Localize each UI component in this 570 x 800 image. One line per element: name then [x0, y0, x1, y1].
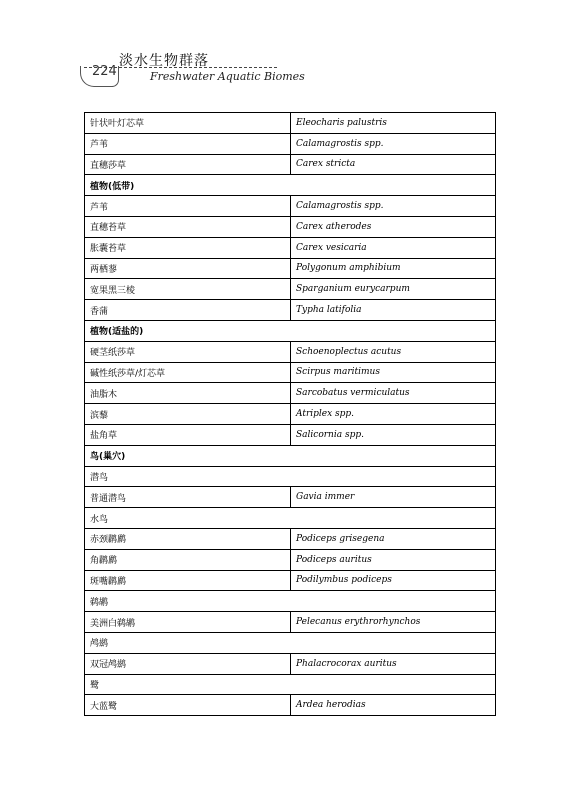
table-row [85, 487, 496, 508]
table-row [85, 300, 496, 321]
table-row [85, 612, 496, 633]
table-row [85, 383, 496, 404]
group-label: 水鸟 [85, 508, 496, 529]
scientific-name-cell: Phalacrocorax auritus [291, 653, 496, 674]
common-name-cell: 赤颈䴙䴘 [85, 528, 291, 549]
common-name-cell: 两栖蓼 [85, 258, 291, 279]
species-table-body [85, 113, 496, 716]
section-label: 植物(适盐的) [85, 320, 496, 341]
group-header-row [85, 591, 496, 612]
species-table [84, 112, 496, 716]
table-row [85, 133, 496, 154]
group-header-row [85, 508, 496, 529]
group-header-row [85, 674, 496, 695]
chapter-title-english: Freshwater Aquatic Biomes [150, 70, 305, 83]
group-header-row [85, 632, 496, 653]
table-row [85, 341, 496, 362]
section-header-row [85, 320, 496, 341]
common-name-cell: 宽果黑三棱 [85, 279, 291, 300]
common-name-cell: 硬茎纸莎草 [85, 341, 291, 362]
group-label: 潜鸟 [85, 466, 496, 487]
common-name-cell: 滨藜 [85, 404, 291, 425]
section-label: 鸟(巢穴) [85, 445, 496, 466]
scientific-name-cell: Sparganium eurycarpum [291, 279, 496, 300]
table-row [85, 258, 496, 279]
group-label: 鹈鹕 [85, 591, 496, 612]
common-name-cell: 胀囊苔草 [85, 237, 291, 258]
scientific-name-cell: Scirpus maritimus [291, 362, 496, 383]
section-label: 植物(低带) [85, 175, 496, 196]
scientific-name-cell: Schoenoplectus acutus [291, 341, 496, 362]
common-name-cell: 碱性纸莎草/灯芯草 [85, 362, 291, 383]
table-row [85, 528, 496, 549]
common-name-cell: 角䴙䴘 [85, 549, 291, 570]
scientific-name-cell: Carex stricta [291, 154, 496, 175]
common-name-cell: 美洲白鹈鹕 [85, 612, 291, 633]
table-row [85, 196, 496, 217]
scientific-name-cell: Sarcobatus vermiculatus [291, 383, 496, 404]
group-label: 鸬鹚 [85, 632, 496, 653]
section-header-row [85, 445, 496, 466]
scientific-name-cell: Calamagrostis spp. [291, 133, 496, 154]
common-name-cell: 芦苇 [85, 133, 291, 154]
table-row [85, 549, 496, 570]
table-row [85, 404, 496, 425]
table-row [85, 424, 496, 445]
chapter-title-chinese: 淡水生物群落 [119, 53, 209, 69]
common-name-cell: 针状叶灯芯草 [85, 113, 291, 134]
common-name-cell: 油脂木 [85, 383, 291, 404]
scientific-name-cell: Calamagrostis spp. [291, 196, 496, 217]
common-name-cell: 芦苇 [85, 196, 291, 217]
scientific-name-cell: Polygonum amphibium [291, 258, 496, 279]
table-row [85, 113, 496, 134]
table-row [85, 279, 496, 300]
section-header-row [85, 175, 496, 196]
table-row [85, 362, 496, 383]
table-row [85, 653, 496, 674]
table-row [85, 695, 496, 716]
scientific-name-cell: Atriplex spp. [291, 404, 496, 425]
common-name-cell: 普通潜鸟 [85, 487, 291, 508]
common-name-cell: 双冠鸬鹚 [85, 653, 291, 674]
table-row [85, 237, 496, 258]
page-number: 224 [92, 64, 117, 79]
common-name-cell: 直穗莎草 [85, 154, 291, 175]
scientific-name-cell: Podiceps auritus [291, 549, 496, 570]
group-label: 鹭 [85, 674, 496, 695]
scientific-name-cell: Carex vesicaria [291, 237, 496, 258]
scientific-name-cell: Podilymbus podiceps [291, 570, 496, 591]
common-name-cell: 香蒲 [85, 300, 291, 321]
scientific-name-cell: Eleocharis palustris [291, 113, 496, 134]
table-row [85, 216, 496, 237]
common-name-cell: 大蓝鹭 [85, 695, 291, 716]
table-row [85, 570, 496, 591]
scientific-name-cell: Salicornia spp. [291, 424, 496, 445]
page-header [0, 0, 570, 100]
scientific-name-cell: Ardea herodias [291, 695, 496, 716]
scientific-name-cell: Gavia immer [291, 487, 496, 508]
scientific-name-cell: Carex atherodes [291, 216, 496, 237]
common-name-cell: 斑嘴䴙䴘 [85, 570, 291, 591]
scientific-name-cell: Typha latifolia [291, 300, 496, 321]
scientific-name-cell: Pelecanus erythrorhynchos [291, 612, 496, 633]
common-name-cell: 盐角草 [85, 424, 291, 445]
table-row [85, 154, 496, 175]
group-header-row [85, 466, 496, 487]
scientific-name-cell: Podiceps grisegena [291, 528, 496, 549]
common-name-cell: 直穗苔草 [85, 216, 291, 237]
